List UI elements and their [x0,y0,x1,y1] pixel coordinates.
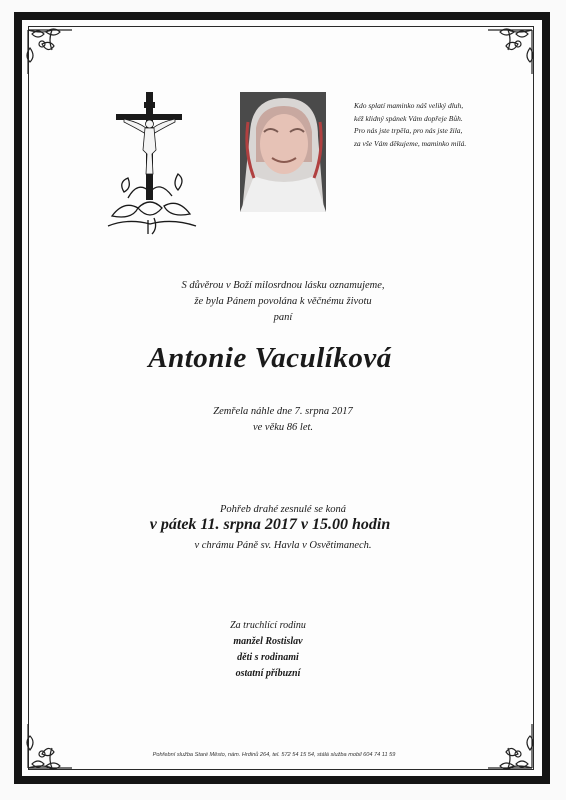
mourners-block [0,618,536,682]
death-date: Zemřela náhle dne 7. srpna 2017 [213,406,353,417]
funeral-date: v pátek 11. srpna 2017 v 15.00 hodin [149,516,391,533]
floral-corner-icon [22,720,76,774]
announcement-line: S důvěrou v Boží milosrdnou lásku oznamujeme, [181,280,385,291]
announcement-line: paní [273,312,293,323]
poem-line: kéž klidný spánek Vám dopřeje Bůh. [354,113,463,123]
funeral-place-text: v chrámu Páně sv. Havla v Osvětimanech. [194,540,372,551]
announcement-line: že byla Pánem povolána k věčnému životu [194,296,372,307]
death-info [0,404,566,436]
poem-line: Pro nás jste trpěla, pro nás jste žila, [354,126,463,135]
floral-corner-icon [22,24,76,78]
crucifix-with-lilies-icon [98,88,206,238]
funeral-service-footer: Pohřební služba Staré Město, nám. Hrdinů 264, tel. 572 54 15 54, stálá služba mobil 604 74 11 59 [152,752,396,758]
floral-corner-icon [484,24,538,78]
mourners-intro: Za truchlící rodinu [230,620,306,631]
mourner-line: manžel Rostislav [233,636,303,647]
mourner-line: děti s rodinami [237,652,299,663]
funeral-intro-text: Pohřeb drahé zesnulé se koná [220,504,346,515]
poem-line: Kdo splatí maminko náš veliký dluh, [354,101,464,110]
death-age: ve věku 86 let. [252,422,314,433]
deceased-name: Antonie Vaculíková [148,342,392,374]
funeral-place [0,538,566,554]
poem-line: za vše Vám děkujeme, maminko milá. [354,138,467,148]
mourner-line: ostatní příbuzní [235,668,301,679]
announcement-text [0,278,566,326]
floral-corner-icon [484,720,538,774]
poem-verse [354,100,524,150]
portrait-photo [240,92,326,212]
